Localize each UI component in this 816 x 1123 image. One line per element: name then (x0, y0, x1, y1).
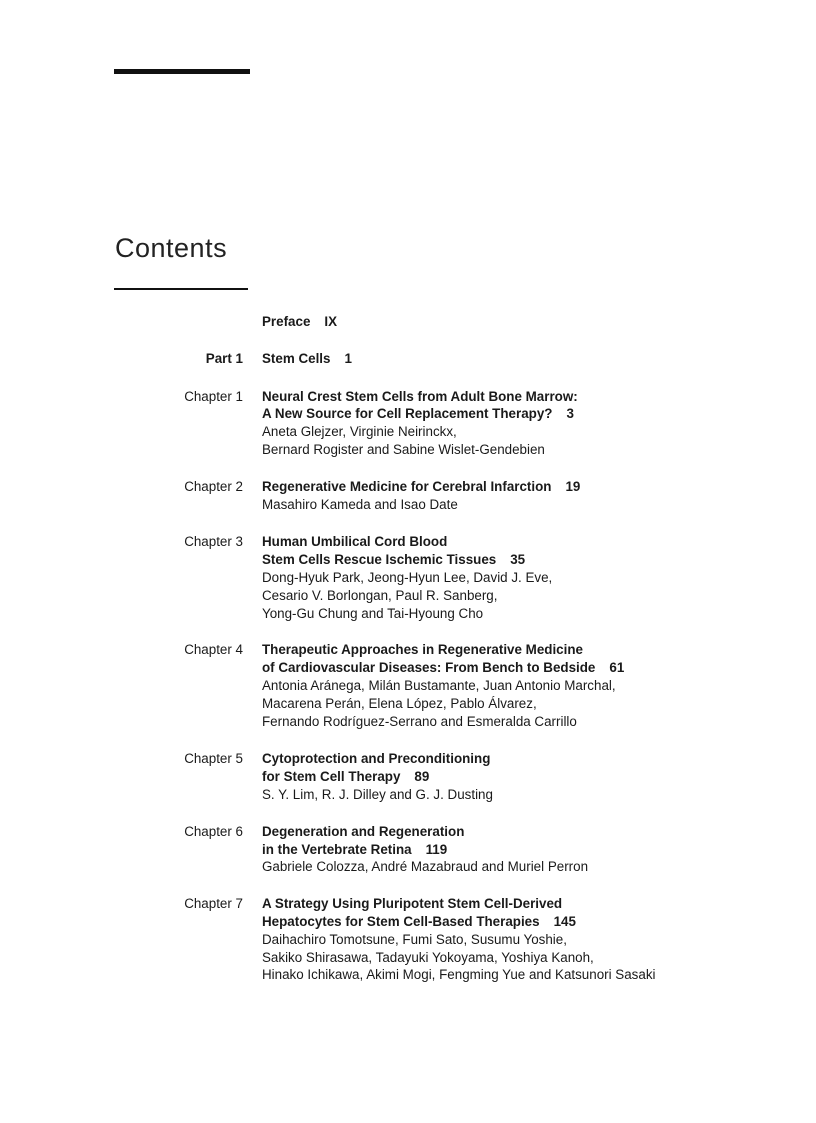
top-decorative-rule (114, 69, 250, 74)
toc-chapter-label: Chapter 6 (184, 823, 243, 839)
toc-author-line: Dong-Hyuk Park, Jeong-Hyun Lee, David J. Eve, (262, 569, 553, 585)
toc-page-number: 35 (510, 552, 526, 568)
toc-author-line: Macarena Perán, Elena López, Pablo Álvarez, (262, 695, 537, 711)
toc-entry-body (262, 895, 802, 984)
toc-author-line: Aneta Glejzer, Virginie Neirinckx, (262, 424, 457, 440)
toc-author-line: Masahiro Kameda and Isao Date (262, 496, 458, 512)
toc-entry-chapter-5[interactable] (0, 750, 816, 803)
toc-title-line: Therapeutic Approaches in Regenerative Medicine (262, 642, 583, 658)
toc-title-line: Stem Cells 1 (262, 350, 352, 366)
toc-title-line: of Cardiovascular Diseases: From Bench to Bedside 61 (262, 660, 625, 676)
toc-entry-chapter-4[interactable] (0, 641, 816, 730)
toc-title-line: Stem Cells Rescue Ischemic Tissues 35 (262, 552, 526, 568)
toc-title-line: Human Umbilical Cord Blood (262, 534, 448, 550)
toc-author-line: Cesario V. Borlongan, Paul R. Sanberg, (262, 587, 498, 603)
toc-entry-body (262, 533, 802, 622)
toc-chapter-label: Chapter 2 (184, 478, 243, 494)
toc-chapter-label: Chapter 3 (184, 534, 243, 550)
toc-entry-body (262, 388, 802, 459)
toc-entry-chapter-6[interactable] (0, 823, 816, 876)
toc-entry-body (262, 350, 802, 368)
toc-author-line: Antonia Aránega, Milán Bustamante, Juan Antonio Marchal, (262, 677, 616, 693)
table-of-contents (0, 313, 816, 984)
toc-entry-body (262, 750, 802, 803)
toc-part-label: Part 1 (205, 350, 243, 366)
toc-title-line: A New Source for Cell Replacement Therapy? 3 (262, 406, 574, 422)
title-underline-rule (114, 288, 248, 290)
toc-author-line: Bernard Rogister and Sabine Wislet-Gendebien (262, 441, 545, 457)
toc-page-number: 89 (414, 769, 430, 785)
toc-author-line: Daihachiro Tomotsune, Fumi Sato, Susumu Yoshie, (262, 931, 567, 947)
toc-entry-part-1[interactable] (0, 350, 816, 368)
toc-page-number: 61 (609, 660, 625, 676)
toc-title-line: Preface IX (262, 314, 338, 329)
toc-entry-body (262, 313, 802, 331)
toc-page-number: 119 (425, 841, 448, 857)
toc-author-line: Gabriele Colozza, André Mazabraud and Muriel Perron (262, 859, 589, 875)
toc-entry-chapter-1[interactable] (0, 388, 816, 459)
toc-entry-chapter-2[interactable] (0, 478, 816, 514)
toc-author-line: S. Y. Lim, R. J. Dilley and G. J. Dusting (262, 786, 493, 802)
toc-chapter-label: Chapter 5 (184, 751, 243, 767)
toc-chapter-label: Chapter 1 (184, 388, 243, 404)
toc-entry-body (262, 478, 802, 514)
toc-title-line: Degeneration and Regeneration (262, 823, 465, 839)
toc-chapter-label: Chapter 7 (184, 896, 243, 912)
toc-page-number: 19 (565, 478, 581, 494)
toc-entry-body (262, 641, 802, 730)
toc-page-number: 3 (566, 406, 574, 422)
toc-title-line: Regenerative Medicine for Cerebral Infarction 19 (262, 478, 581, 494)
toc-chapter-label: Chapter 4 (184, 642, 243, 658)
toc-title-line: in the Vertebrate Retina 119 (262, 841, 448, 857)
toc-author-line: Hinako Ichikawa, Akimi Mogi, Fengming Yue and Katsunori Sasaki (262, 967, 656, 983)
toc-entry-body (262, 823, 802, 876)
toc-title-line: Neural Crest Stem Cells from Adult Bone Marrow: (262, 388, 578, 404)
toc-page-number: 1 (344, 350, 352, 366)
toc-author-line: Yong-Gu Chung and Tai-Hyoung Cho (262, 605, 484, 621)
toc-entry-chapter-3[interactable] (0, 533, 816, 622)
toc-title-line: Hepatocytes for Stem Cell-Based Therapies 145 (262, 913, 576, 929)
toc-entry-preface[interactable] (0, 313, 816, 331)
toc-title-line: Cytoprotection and Preconditioning (262, 751, 491, 767)
toc-page-number: IX (324, 314, 338, 329)
toc-author-line: Fernando Rodríguez-Serrano and Esmeralda Carrillo (262, 713, 577, 729)
toc-author-line: Sakiko Shirasawa, Tadayuki Yokoyama, Yoshiya Kanoh, (262, 949, 594, 965)
toc-entry-chapter-7[interactable] (0, 895, 816, 984)
toc-title-line: A Strategy Using Pluripotent Stem Cell-Derived (262, 896, 563, 912)
toc-page-number: 145 (553, 913, 576, 929)
toc-title-line: for Stem Cell Therapy 89 (262, 769, 430, 785)
page-title: Contents (115, 233, 228, 263)
